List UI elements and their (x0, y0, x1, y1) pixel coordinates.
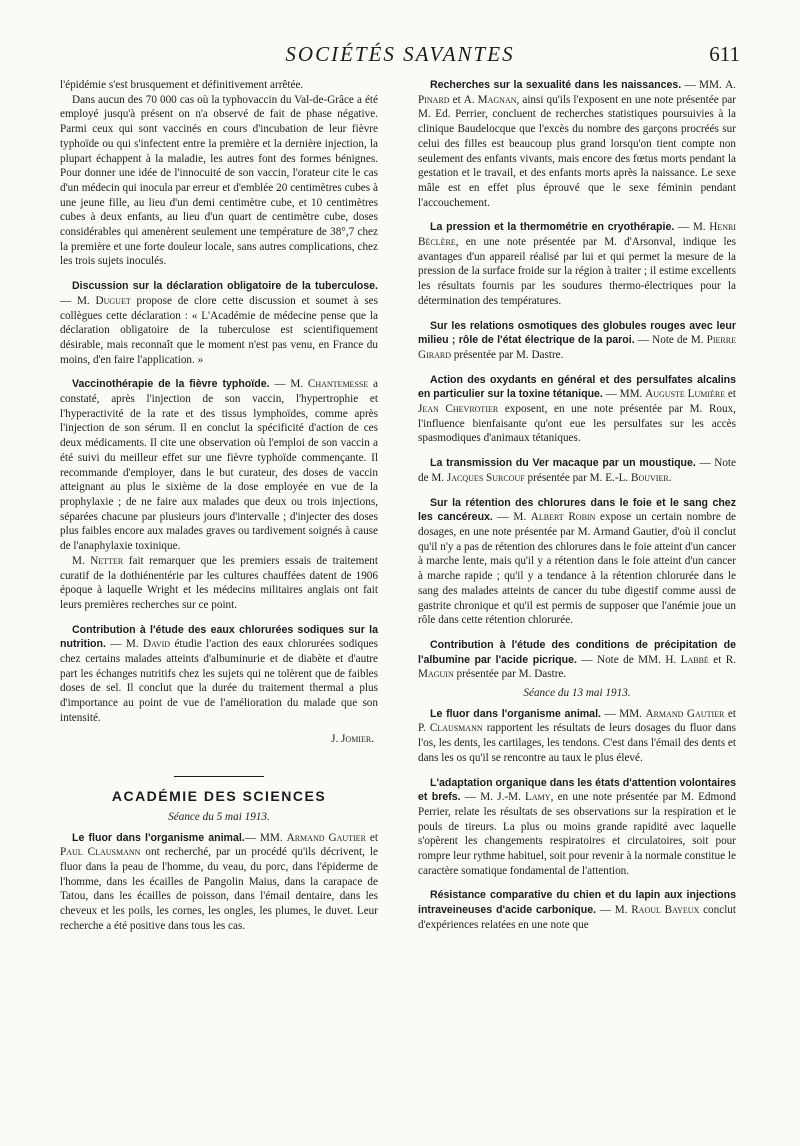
entry-title: Action des oxydants en général et des persulfates alcalins en particulier sur la toxine tétanique. (418, 373, 736, 401)
entry-adaptation: L'adaptation organique dans les états d'attention volontaires et brefs. — M. J.-M. Lamy, en une note présentée par M. Edmond Perrier, relate les résultats de ses observations sur la respiration et le pouls de tireurs. La plus ou moins grande rapidité avec laquelle s'opèrent les changements respiratoires et circulatoires, soit pour rompre leur rythme habituel, soit pour revenir à la normale constitue le caractère somatique fondamental de l'attention. (418, 776, 737, 877)
entry-author: Paul Clausmann (60, 846, 141, 859)
entry-cryotherapie: La pression et la thermométrie en cryothérapie. — M. Henri Béclère, en une note présentée par M. d'Arsonval, indique les avantages d'un appareil réalisé par lui et qui permet la mesure de la pression de la surface froide sur la région à traiter ; il estime excellents les résultats fournis par les soudures thermo-électriques pour la détermination des températures. (418, 221, 736, 307)
entry-sexualite: Recherches sur la sexualité dans les naissances. — MM. A. Pinard et A. Magnan, ainsi qu'ils l'exposent en une note présentée par M. Ed. Perrier, concluent de recherches statistiques poursuivies à la clinique Baudelocque que l'excès du nombre des garçons procréés sur celui des filles est beaucoup plus grand lorsqu'on tient compte non seulement des enfants vivants, mais encore des fœtus morts pendant la gestation et le travail, et des enfants morts après la naissance. Le sexe mâle est en effet plus éprouvé que le sexe féminin pendant l'accouchement. (418, 79, 737, 209)
page-header (60, 42, 740, 72)
entry-title: Contribution à l'étude des conditions de précipitation de l'albumine par l'acide picrique. (418, 638, 736, 666)
entry-chlorures: Sur la rétention des chlorures dans le foie et le sang chez les cancéreux. — M. Albert Robin expose un certain nombre de dosages, en une note présentée par M. Armand Gautier, d'où il conclut qu'il n'y a pas de rétention des chlorures dans le foie atteint d'un cancer à marche lente, mais qu'il y a rétention dans le foie atteint d'un cancer à marche rapide ; qu'il y a tendance à la rétention chlorurée dans le sang des malades atteints de cancer du tube digestif comme aussi de gastrite chronique et qu'il est permis de supposer que l'anémie joue un rôle dans cette rétention chlorurée. (418, 496, 737, 627)
session-date: Séance du 13 mai 1913. (523, 687, 631, 700)
section-divider (174, 776, 264, 777)
entry-author: Chantemesse (307, 378, 369, 391)
entry-tuberculose: Discussion sur la déclaration obligatoire de la tuberculose. — M. Duguet propose de clore cette discussion et soumet à ses collègues cette déclaration : « L'Académie de médecine pense que la déclaration obligatoire de la tuberculose est scientifiquement désirable, mais reconnaît que le moment n'est pas venu, en France du moins, d'en faire l'application. » (60, 280, 378, 366)
entry-author: Netter (90, 554, 124, 567)
entry-title: Recherches sur la sexualité dans les naissances. (430, 79, 682, 91)
entry-title: Sur les relations osmotiques des globules rouges avec leur milieu ; rôle de l'état électrique de la paroi. (418, 319, 736, 347)
section-heading: ACADÉMIE DES SCIENCES (111, 788, 327, 805)
page-number: 611 (709, 42, 740, 66)
entry-text: étudie l'action des eaux chlorurées sodiques chez certains malades atteints d'albuminurie et de diabète et d'autre part les échanges nutritifs chez les sujets qui ne tolèrent que de faibles doses de sel. Il conclut que la durée du traitement thermal a plus d'importance au point de vue de l'amélioration du malade que son intensité. (60, 638, 378, 724)
entry-title: Vaccinothérapie de la fièvre typhoïde. (72, 378, 270, 391)
entry-resistance: Résistance comparative du chien et du lapin aux injections intraveineuses d'acide carbonique. — M. Raoul Bayeux conclut d'expériences relatées en une note que (418, 889, 737, 931)
entry-title: Contribution à l'étude des eaux chlorurées sodiques sur la nutrition. (60, 623, 378, 651)
running-title: SOCIÉTÉS SAVANTES (285, 42, 515, 66)
entry-title: Sur la rétention des chlorures dans le foie et le sang chez les cancéreux. (418, 496, 736, 524)
entry-eaux-chlorurees: Contribution à l'étude des eaux chlorurées sodiques sur la nutrition. — M. David étudie l'action des eaux chlorurées sodiques chez certains malades atteints d'albuminurie et de diabète et d'autre part les échanges nutritifs chez les sujets qui ne tolèrent que de faibles doses de sel. Il conclut que la durée du traitement thermal a plus d'importance au point de vue de l'amélioration du malade que son intensité. (60, 623, 378, 724)
session-date: Séance du 5 mai 1913. (168, 810, 270, 823)
entry-title: La pression et la thermométrie en cryothérapie. (430, 221, 675, 234)
entry-vaccinotherapie: Vaccinothérapie de la fièvre typhoïde. — M. Chantemesse a constaté, après l'injection de son vaccin, l'hypertrophie et l'hyperactivité de la rate et des tissus lymphoïdes, comme après l'injection de son sérum. Il en conclut la spécificité d'action de ces deux médicaments. Il cite une observation où l'emploi de son vaccin a été suivi du meilleur effet sur une fièvre typhoïde commençante. Il recommande d'employer, dans le but curateur, des doses de vaccin atteignant au plus le sixième de la dose employée en vue de la prophylaxie ; de ne faire aux malades que deux ou trois injections, séparées chacune par plusieurs jours d'intervalle ; d'injecter des doses plus faibles encore aux malades graves ou tardivement soignés à cause de l'anaphylaxie toxinique. (60, 378, 378, 553)
entry-title: Résistance comparative du chien et du lapin aux injections intraveineuses d'acide carbonique. (418, 889, 736, 917)
netter-paragraph: M. Netter fait remarquer que les premiers essais de traitement curatif de la dothiénentérie par les cultures chauffées datent de 1906 époque à laquelle Wright et les médecins militaires anglais ont fait leurs premières recherches sur ce point. (60, 554, 378, 611)
entry-title: La transmission du Ver macaque par un moustique. (430, 457, 696, 470)
entry-ver-macaque: La transmission du Ver macaque par un moustique. — Note de M. Jacques Surcouf présentée par M. E.-L. Bouvier. (418, 457, 737, 484)
entry-title: L'adaptation organique dans les états d'attention volontaires et brefs. (418, 776, 736, 804)
entry-title: Le fluor dans l'organisme animal. (72, 831, 245, 844)
entry-author: Duguet (95, 294, 131, 307)
entry-text: a constaté, après l'injection de son vaccin, l'hypertrophie et l'hyperactivité de la rate et des tissus lymphoïdes, comme après l'injection de son sérum. Il en conclut la spécificité d'action de ces deux médicaments. Il cite une observation où l'emploi de son vaccin a été suivi du meilleur effet sur une fièvre typhoïde commençante. Il recommande d'employer, dans le but curateur, des doses de vaccin atteignant au plus le sixième de la dose employée en vue de la prophylaxie ; de ne faire aux malades que deux ou trois injections, séparées chacune par plusieurs jours d'intervalle ; d'injecter des doses plus faibles encore aux malades graves ou tardivement soignés à cause de l'anaphylaxie toxinique. (60, 378, 378, 553)
entry-text: propose de clore cette discussion et soumet à ses collègues cette déclaration : « L'Académie de médecine pense que la déclaration obligatoire de la tuberculose est scientifiquement désirable, mais reconnaît que le moment n'est pas venu, en France du moins, d'en faire l'application. » (60, 294, 378, 366)
entry-author: Armand Gautier (286, 831, 366, 844)
entry-oxydants: Action des oxydants en général et des persulfates alcalins en particulier sur la toxine tétanique. — MM. Auguste Lumière et Jean Chevrotier exposent, en une note présentée par M. Roux, l'influence bienfaisante qu'ont eue les persulfates sur les accès spasmodiques d'animaux tétaniques. (418, 373, 736, 445)
entry-fluor: Le fluor dans l'organisme animal.— MM. Armand Gautier et Paul Clausmann ont recherché, par un procédé qu'ils décrivent, le fluor dans la peau de l'homme, du veau, du porc, dans l'épiderme de l'homme, dans les écailles de Pangolin Maius, dans la carapace de Tatou, dans les écailles de poisson, dans l'émail dentaire, dans les cheveux et les poils, les cornes, les ongles, les plumes, le duvet. Leur recherche a été positive dans tous les cas. (60, 831, 378, 932)
intro-paragraph: Dans aucun des 70 000 cas où la typhovaccin du Val-de-Grâce a été employé jusqu'à présent on n'a observé de fait de phase négative. Parmi ceux qui sont vaccinés en cours d'incubation de leur fièvre typhoïde ou qui s'infectent entre la première et la dernière injection, la plupart échappent à la maladie, les autres font des formes bénignes. Pour donner une idée de l'innocuité de son vaccin, l'orateur cite le cas d'un médecin qui inocula par erreur et d'emblée 20 centimètres cubes à une jeune fille, au lieu d'un demi centimètre cube, et 10 centimètres cubes à deux enfants, au lieu d'un quart de centimètre cube, doses considérables qui amenèrent seulement une température de 38°,7 chez la première et une forte douleur locale, sans autres complications, chez les trois sujets inoculés. (60, 93, 378, 268)
entry-author: David (143, 638, 171, 651)
entry-fluor-2: Le fluor dans l'organisme animal. — MM. Armand Gautier et P. Clausmann rapportent les résultats de leurs dosages du fluor dans l'os, les dents, les cartilages, les tendons. C'est dans l'émail des dents et dans les os qu'il se rencontre au taux le plus élevé. (418, 707, 736, 764)
left-column (60, 78, 378, 934)
entry-title: Le fluor dans l'organisme animal. (430, 707, 601, 720)
entry-title: Discussion sur la déclaration obligatoire de la tuberculose. (72, 280, 378, 293)
right-column (418, 78, 736, 933)
intro-line: l'épidémie s'est brusquement et définitivement arrêtée. (60, 79, 304, 91)
signature: J. Jomier. (331, 732, 374, 745)
entry-albumine: Contribution à l'étude des conditions de précipitation de l'albumine par l'acide picrique. — Note de MM. H. Labbé et R. Maguin présentée par M. Dastre. (418, 638, 737, 681)
entry-globules: Sur les relations osmotiques des globules rouges avec leur milieu ; rôle de l'état électrique de la paroi. — Note de M. Pierre Girard présentée par M. Dastre. (418, 319, 736, 361)
